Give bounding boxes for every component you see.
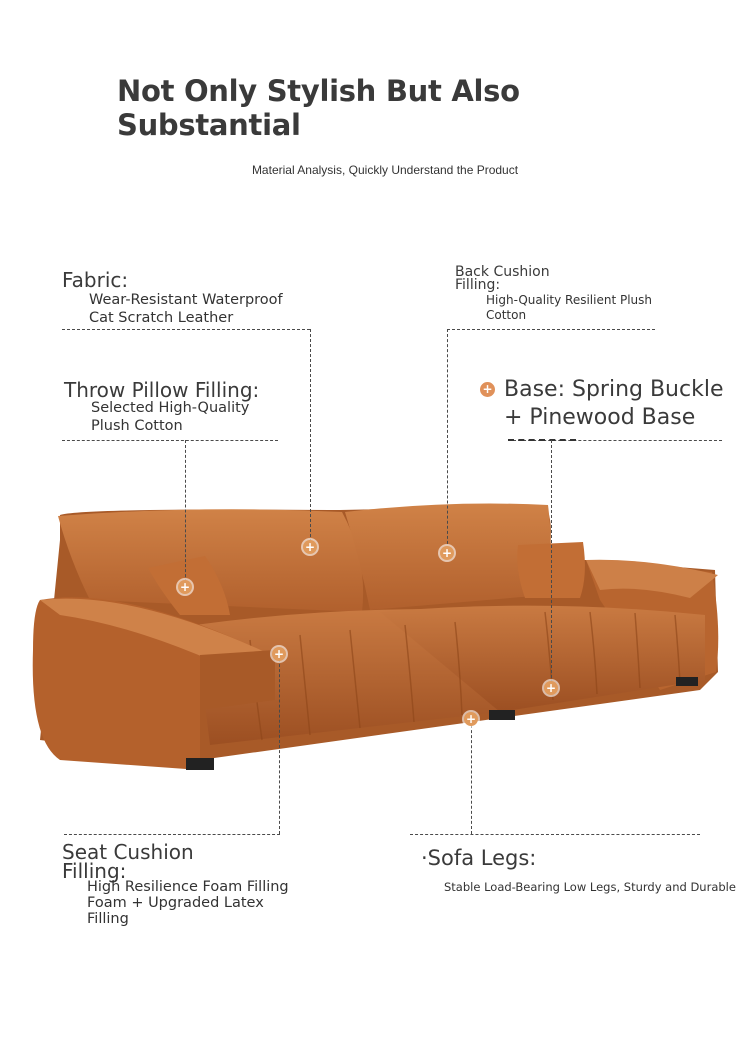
throw-pillow-leader-h [62,440,278,441]
page-title: Not Only Stylish But Also Substantial [117,74,520,142]
plus-icon[interactable]: + [179,580,191,594]
fabric-leader-h [62,329,310,330]
throw-pillow-body: Selected High-Quality Plush Cotton [91,400,250,434]
sofa-legs-body: Stable Load-Bearing Low Legs, Sturdy and Durable [444,880,736,894]
plus-icon[interactable]: + [545,681,557,695]
seat-cushion-leader-v [279,654,280,834]
fabric-leader-v [310,329,311,547]
back-cushion-leader-h [447,329,655,330]
throw-pillow-heading: Throw Pillow Filling: [64,378,260,402]
plus-icon[interactable]: + [441,546,453,560]
base-leader-v [551,440,552,688]
plus-icon[interactable]: + [465,712,477,726]
page-subtitle: Material Analysis, Quickly Understand the Product [251,163,519,177]
seat-cushion-body: High Resilience Foam Filling Foam + Upgraded Latex Filling [87,879,289,927]
throw-pillow-leader-v [185,440,186,587]
base-leader-accent [508,439,576,441]
back-cushion-leader-v [447,329,448,554]
plus-icon[interactable]: + [273,647,285,661]
sofa-legs-leader-h [410,834,700,835]
seat-cushion-leader-h [64,834,280,835]
plus-icon: + [480,382,495,397]
back-cushion-heading: Back Cushion Filling: [455,264,550,293]
base-heading: Base: Spring Buckle + Pinewood Base [504,377,724,430]
fabric-heading: Fabric: [62,268,129,292]
plus-icon[interactable]: + [304,540,316,554]
fabric-body: Wear-Resistant Waterproof Cat Scratch Leather [89,292,283,326]
seat-cushion-heading: Seat Cushion Filling: [62,840,194,883]
sofa-legs-leader-v [471,720,472,834]
back-cushion-body: High-Quality Resilient Plush Cotton [486,293,653,322]
sofa-legs-heading: ·Sofa Legs: [421,846,537,870]
